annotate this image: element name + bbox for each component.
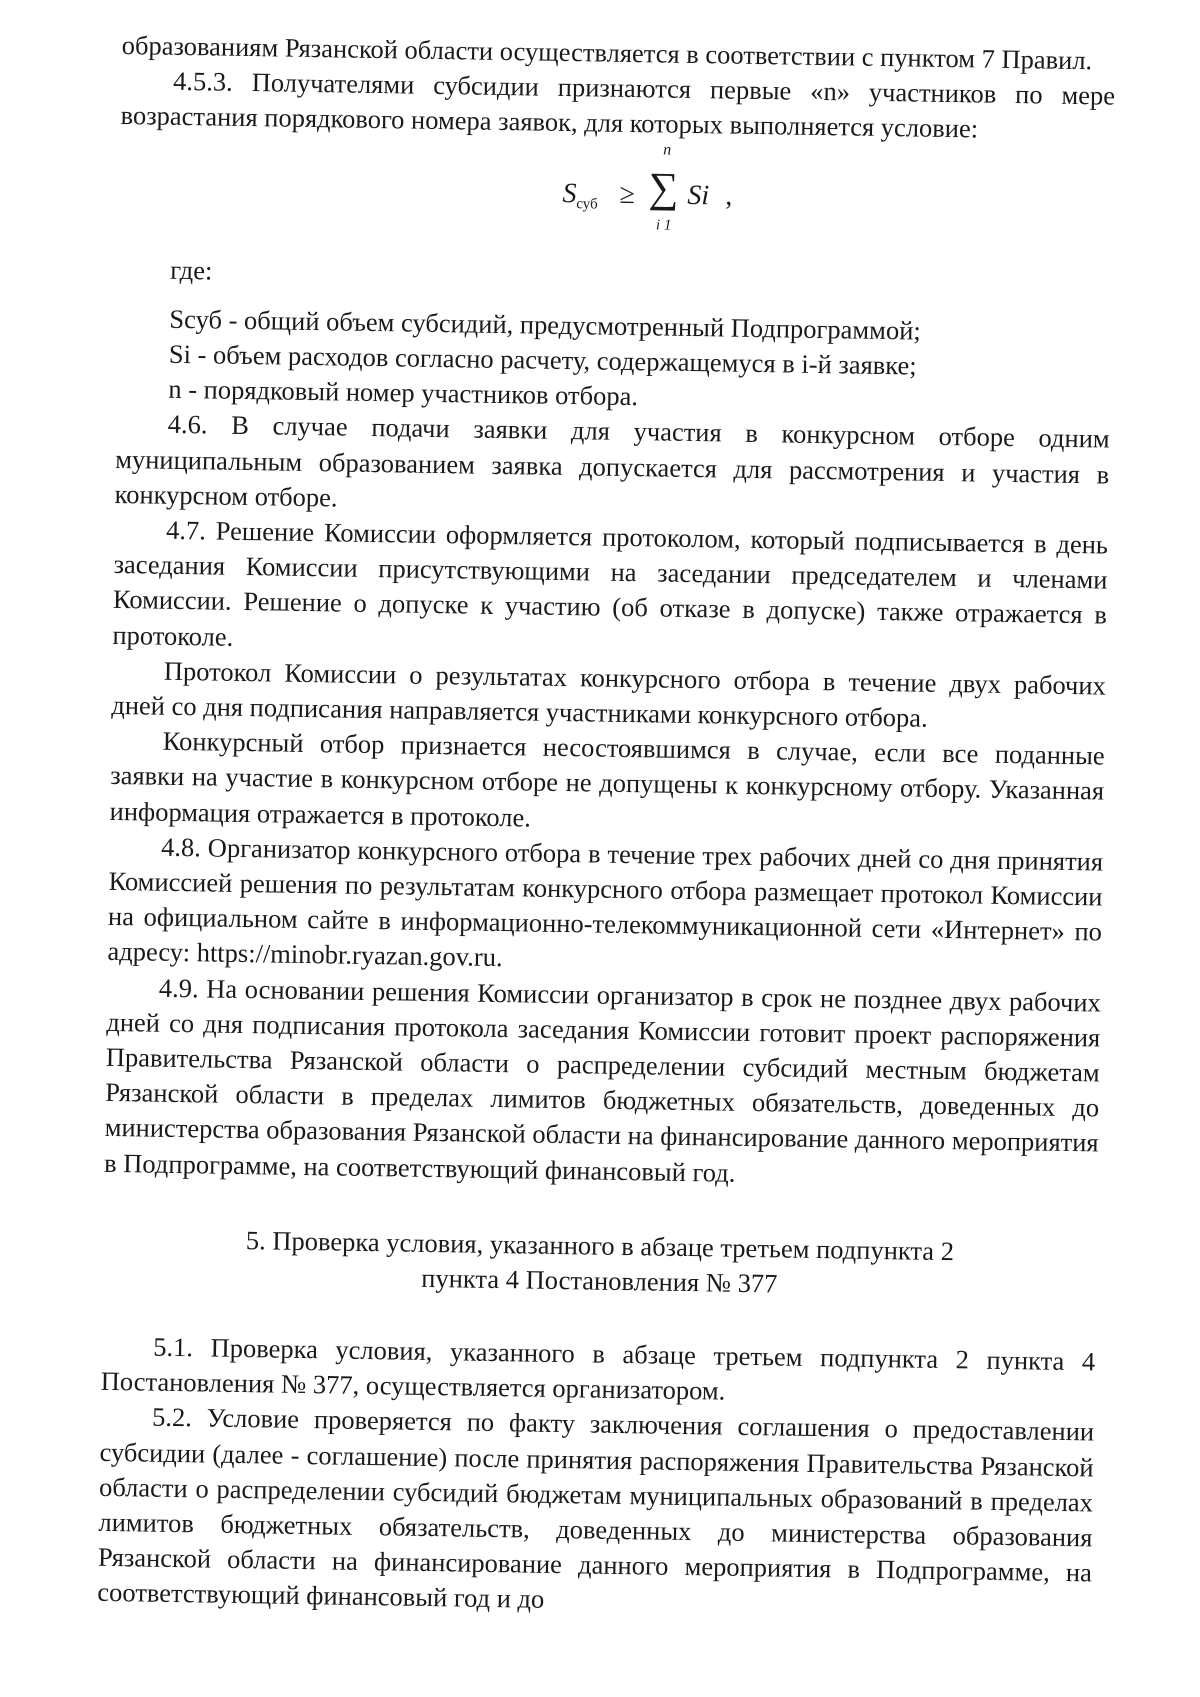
paragraph-4-5-3: 4.5.3. Получателями субсидии признаются первые «n» участников по мере возрастания порядкового номера заявок, для которых выполняется условие: — [120, 66, 1116, 144]
definition-s-sub: Sсуб - общий объем субсидий, предусмотренный Подпрограммой; — [169, 303, 922, 346]
formula-comma: , — [725, 180, 733, 212]
paragraph-4-7: 4.7. Решение Комиссии оформляется протоколом, который подписывается в день заседания Комиссии присутствующими на заседании председателем и членами Комиссии. Решение о допуске к участию (об отказе в допуске) также отражается в протоколе. — [112, 514, 1109, 652]
paragraph-5-2: 5.2. Условие проверяется по факту заключения соглашения о предоставлении субсидии (далее - соглашение) после принятия распоряжения Правительства Рязанской области о распределении субсидий бюджетам муниципальных образований в пределах лимитов бюджетных обязательств, доведенных до министерства образования Рязанской области на финансирование данного мероприятия в Подпрограмме, на соответствующий финансовый год и до — [97, 1401, 1095, 1615]
subsidy-formula — [118, 134, 1114, 268]
section-5-heading — [102, 1221, 1097, 1307]
formula-geq-sign: ≥ — [619, 178, 636, 210]
formula-sum-upper-limit: n — [663, 141, 672, 159]
formula-sum-lower-limit: i 1 — [655, 217, 672, 234]
paragraph-4-6: 4.6. В случае подачи заявки для участия в конкурсном отборе одним муниципальным образованием заявка допускается для рассмотрения и участия в конкурсном отборе. — [114, 409, 1110, 513]
formula-lhs: $S_{суб}$ — [562, 177, 598, 213]
section-5-heading-line2: пункта 4 Постановления № 377 — [421, 1262, 778, 1299]
definition-si: Si - объем расходов согласно расчету, содержащемуся в i-й заявке; — [168, 338, 917, 381]
formula-sum-sign: ∑ — [648, 164, 679, 212]
formula-lhs-subscript: суб — [576, 195, 598, 213]
formula-rhs: Si — [687, 179, 710, 211]
paragraph-4-9: 4.9. На основании решения Комиссии организатор в срок не позднее двух рабочих дней со дня подписания протокола заседания Комиссии готовит проект распоряжения Правительства Рязанской области о распределении субсидий местным бюджетам Рязанской области в пределах лимитов бюджетных обязательств, доведенных до министерства образования Рязанской области на финансирование данного мероприятия в Подпрограмме, на соответствующий финансовый год. — [103, 972, 1102, 1188]
section-5-heading-line1: 5. Проверка условия, указанного в абзаце третьем подпункта 2 — [245, 1224, 955, 1267]
paragraph-4-8: 4.8. Организатор конкурсного отбора в течение трех рабочих дней со дня принятия Комиссией решения по результатам конкурсного отбора размещает протокол Комиссии на официальном сайте в информационно-телекоммуникационной сети «Интернет» по адресу: https://minobr.ryazan.gov.ru. — [107, 831, 1104, 973]
where-label: где: — [169, 254, 213, 286]
document-body — [97, 28, 1116, 1626]
paragraph-failed-selection: Конкурсный отбор признается несостоявшимся в случае, если все поданные заявки на участие в конкурсном отборе не допущены к конкурсному отбору. Указанная информация отражается в протоколе. — [109, 725, 1105, 833]
definition-n: n - порядковый номер участников отбора. — [168, 373, 639, 412]
paragraph-intro: образованиям Рязанской области осуществляется в соответствии с пунктом 7 Правил. — [121, 29, 1093, 76]
paragraph-protocol: Протокол Комиссии о результатах конкурсного отбора в течение двух рабочих дней со дня подписания направляется участниками конкурсного отбора. — [111, 655, 1107, 733]
paragraph-5-1: 5.1. Проверка условия, указанного в абзаце третьем подпункта 2 пункта 4 Постановления № 377, осуществляется организатором. — [100, 1331, 1096, 1406]
